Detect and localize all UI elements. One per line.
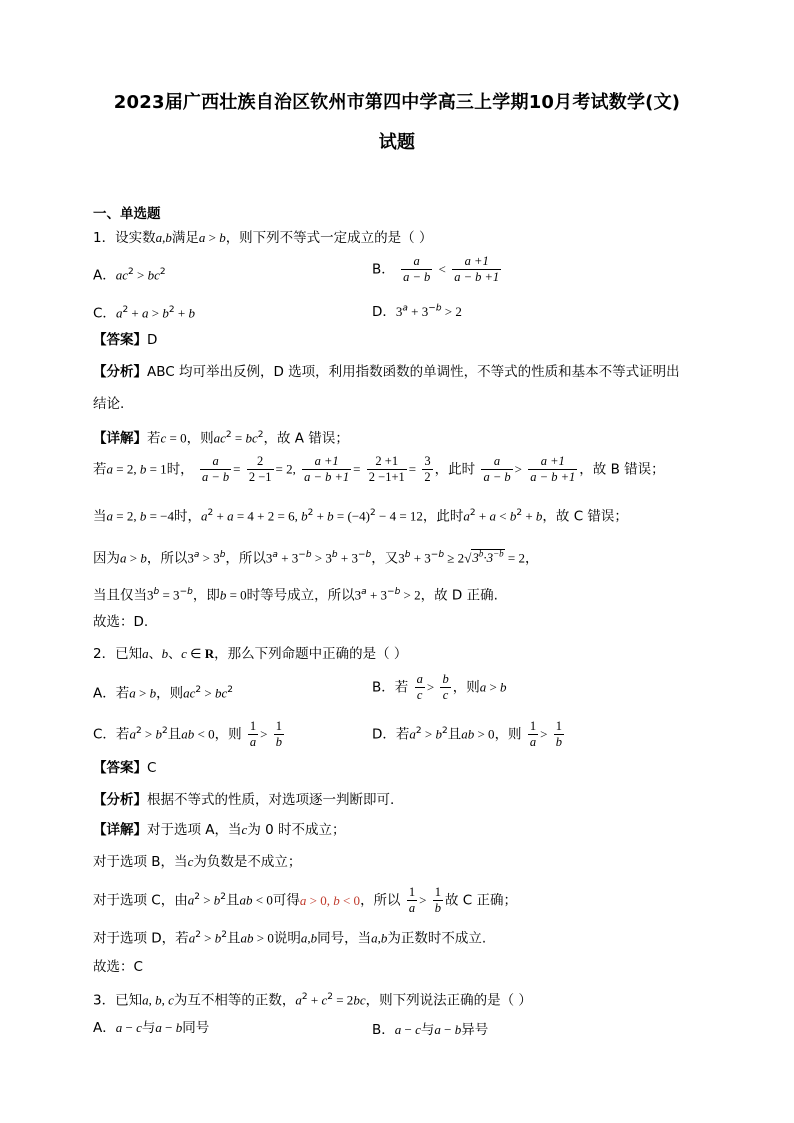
q2-detail-1: 【详解】对于选项 A，当c为 0 时不成立； [93,822,346,838]
q1-detail-2: 若a = 2, b = 1时， $\frac{a}{a - b}$ = $\frac{2}{2 -1}$ = 2, $\frac{a +1}{a - b +1}$ = $\frac{2 +1}{2 -1+1}$ = $\frac{3}{2}$ ，此时 $\frac{a}{a - b}$ > $\frac{a +1}{a - b +1}$ ，故 B 错误； [93,454,665,484]
q2-answer: 【答案】C [93,760,157,776]
q3-option-b: B．a − c与a − b异号 [372,1022,489,1038]
q2-stem: 2．已知a、b、c ∈ R，那么下列命题中正确的是（ ） [93,646,408,662]
q2-option-c: C．若$a^2 > b^2$且ab < 0，则 $\frac{1}{a}$ > $\frac{1}{b}$ [93,719,283,749]
fraction: $\frac{a +1}{a - b +1}$ [454,254,500,284]
q3-option-a: A．a − c与a − b同号 [93,1020,210,1036]
q1-option-b: B． $\frac{a}{a - b}$ < $\frac{a +1}{a - b +1}$ [372,254,500,284]
page-title-continued: 试题 [378,132,416,153]
q2-option-a: A．若a > b，则$ac^2 > bc^2$ [93,685,233,702]
q2-detail-3: 对于选项 C，由$a^2 > b^2$且ab < 0可得a > 0, b < 0，所以 $\frac{1}{a}$ > $\frac{1}{b}$ 故 C 正确； [93,885,518,915]
q3-stem: 3．已知a, b, c为互不相等的正数，$a^2 + c^2 = 2bc$，则下列说法正确的是（ ） [93,992,532,1009]
section-heading: 一、单选题 [93,206,161,222]
q2-detail-4: 对于选项 D，若$a^2 > b^2$且ab > 0说明a,b同号，当a,b为正数时不成立. [93,930,487,947]
q2-detail-2: 对于选项 B，当c为负数是不成立； [93,854,302,870]
page-title: 2023届广西壮族自治区钦州市第四中学高三上学期10月考试数学(文) [113,92,681,113]
q1-option-a: A．$ac^2 > bc^2$ [93,267,166,284]
fraction: $\frac{a}{a - b}$ [403,254,431,284]
q2-choose: 故选：C [93,959,143,975]
q1-analysis: 【分析】ABC 均可举出反例，D 选项，利用指数函数的单调性，不等式的性质和基本不等式证明出 [93,364,680,380]
q1-analysis-cont: 结论. [93,396,125,412]
q1-answer: 【答案】D [93,332,158,348]
q1-detail-5: 当且仅当$3^b = 3^{-b}$，即b = 0时等号成立，所以$3^a + 3^{-b} > 2$，故 D 正确. [93,587,498,604]
q1-option-d: D．$3^a + 3^{-b} > 2$ [372,303,462,320]
q2-option-d: D．若$a^2 > b^2$且ab > 0，则 $\frac{1}{a}$ > $\frac{1}{b}$ [372,719,562,749]
q1-detail-4: 因为a > b，所以$3^a > 3^b$，所以$3^a + 3^{-b} > 3^b + 3^{-b}$，又$3^b + 3^{-b} \ge 2√3^b\cdot 3^{-b} = 2$， [93,549,539,567]
q2-analysis: 【分析】根据不等式的性质，对选项逐一判断即可. [93,792,395,808]
q1-detail-1: 【详解】若c = 0，则$ac^2 = bc^2$，故 A 错误； [93,430,349,447]
q2-option-b: B．若 $\frac{a}{c}$ > $\frac{b}{c}$ ，则a > b [372,672,507,702]
q1-stem: 1．设实数a,b满足a > b，则下列不等式一定成立的是（ ） [93,230,433,246]
q1-detail-3: 当a = 2, b = −4时，$a^2 + a = 4 + 2 = 6$, $b^2 + b = (-4)^2 - 4 = 12$，此时$a^2 + a < b^2 + b$，故 C 错误； [93,508,628,525]
q1-choose: 故选：D. [93,614,149,630]
q1-option-c: C．$a^2 + a > b^2 + b$ [93,305,195,322]
